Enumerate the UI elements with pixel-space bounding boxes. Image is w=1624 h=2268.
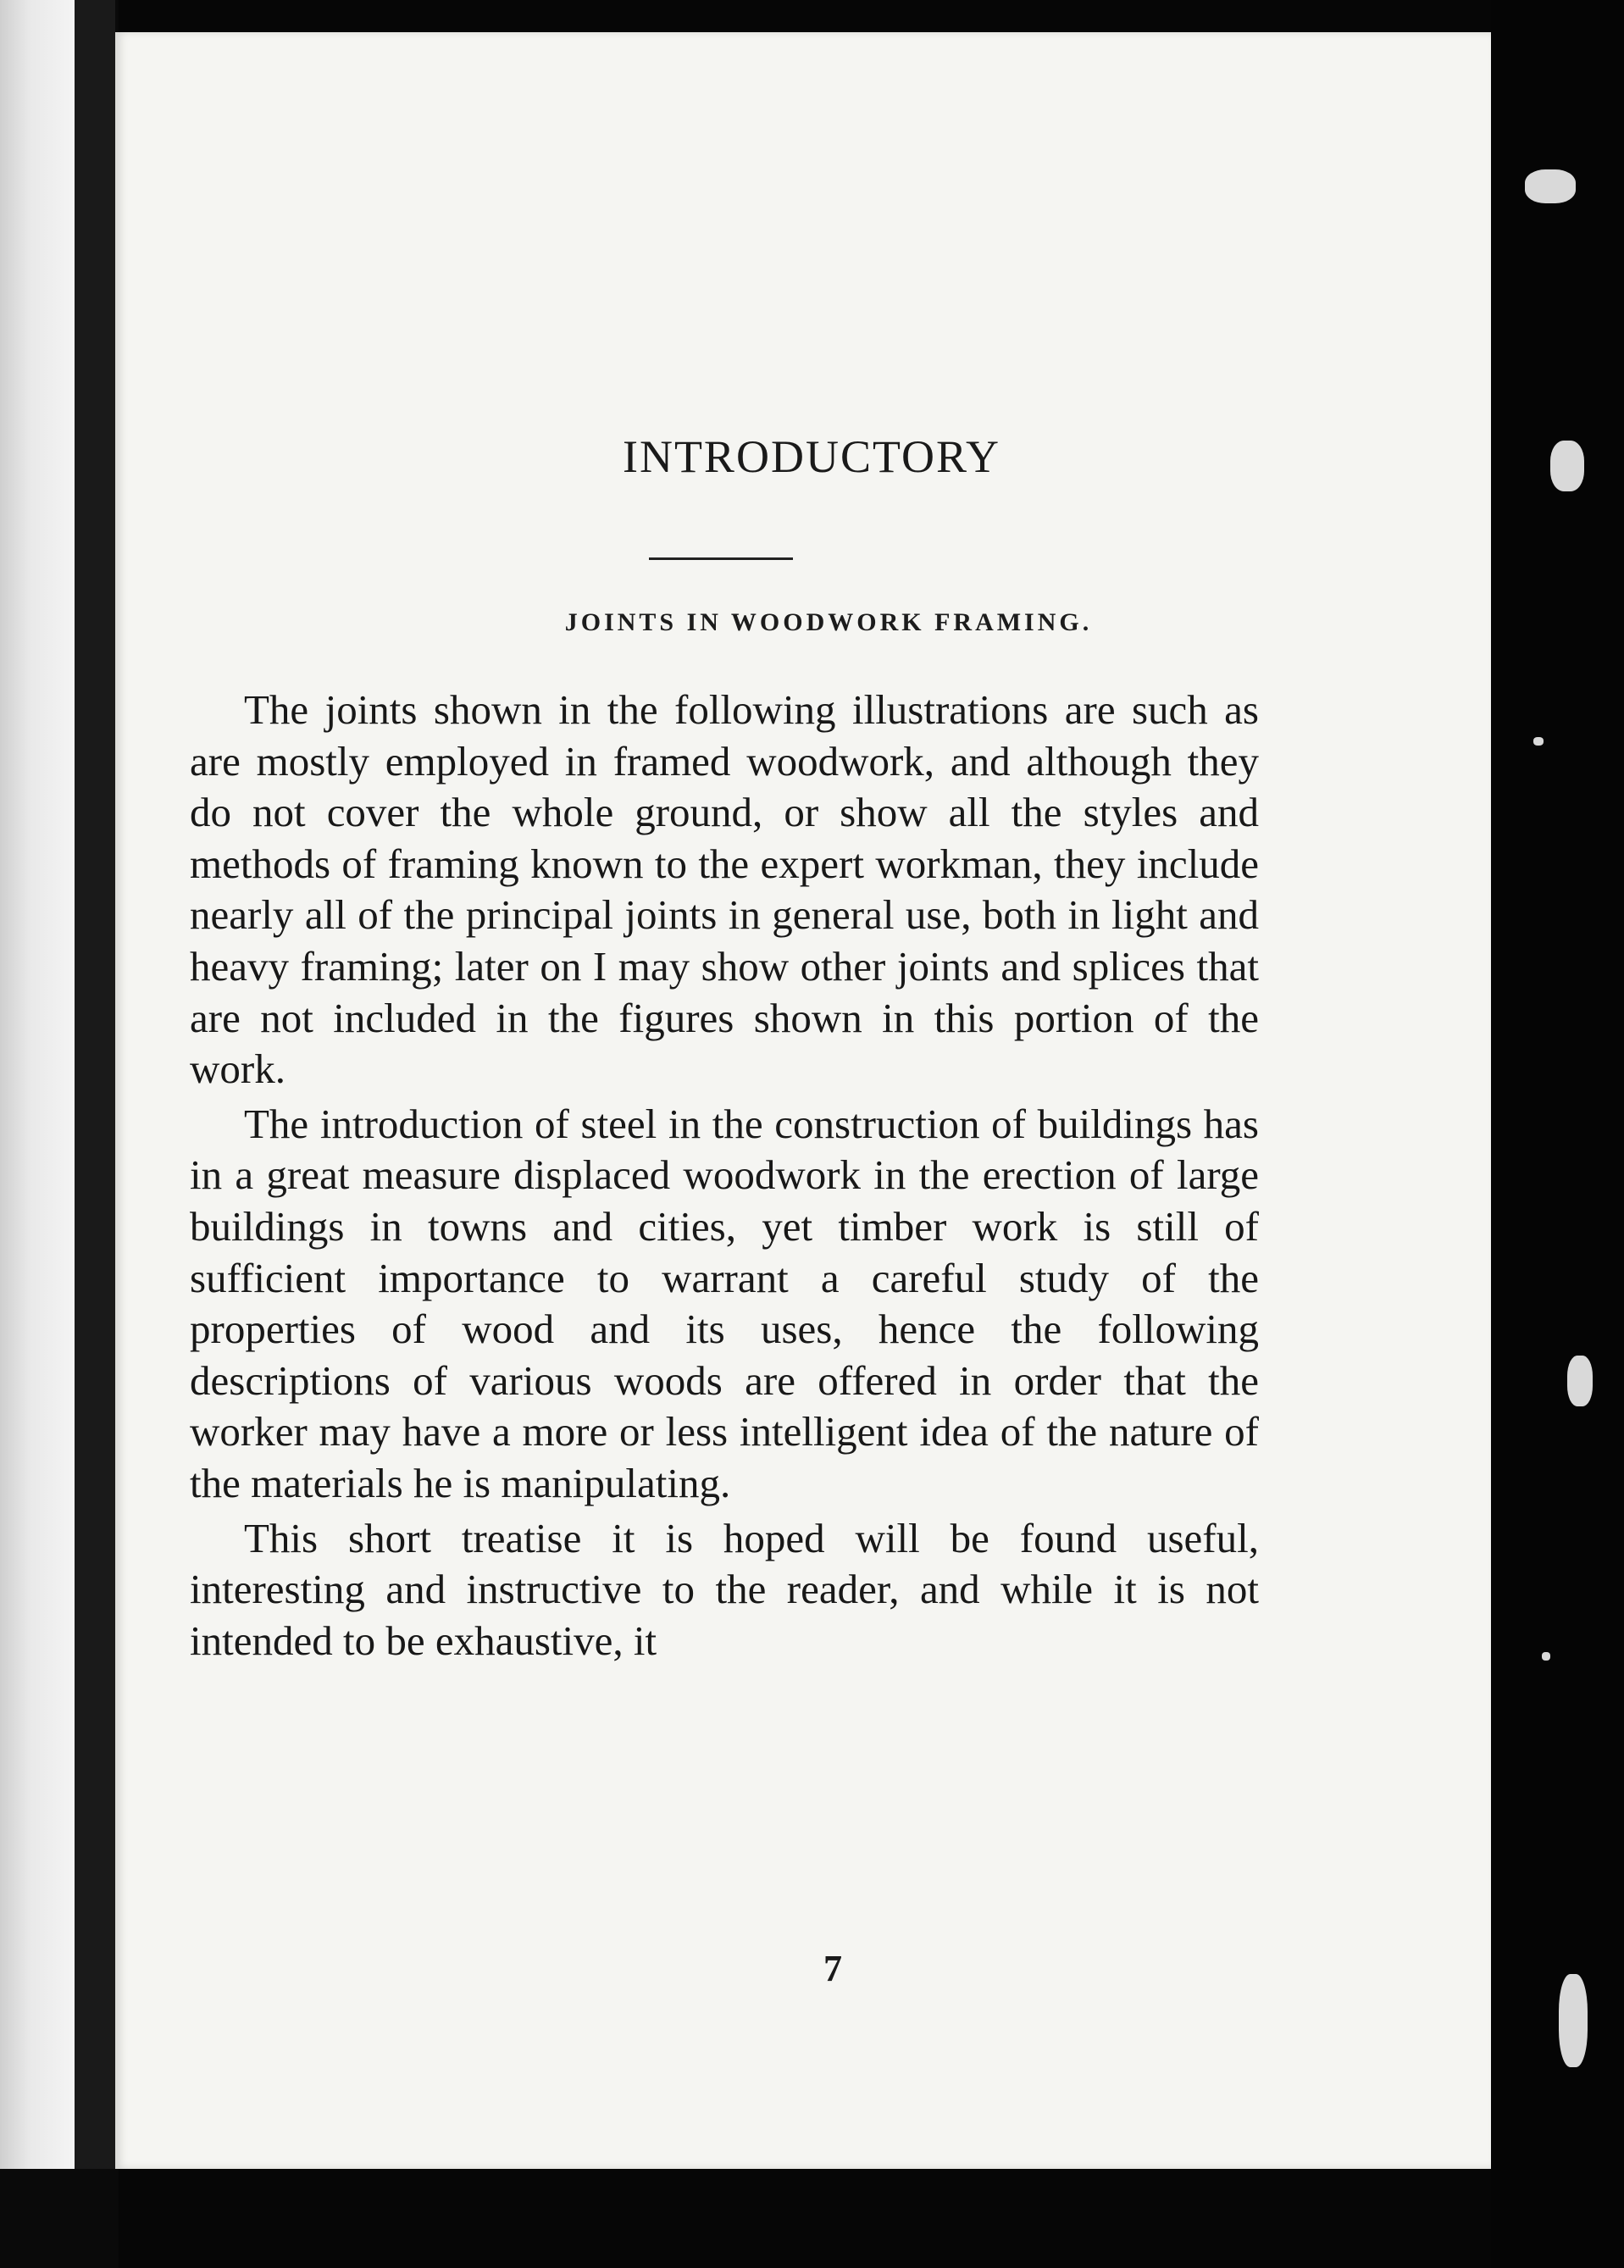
paragraph: The joints shown in the following illustrations are such as are mostly employed in framed woodwork, and although they do not cover the whole ground, or show all the styles and methods of framing known to the expert workman, they include nearly all of the principal joints in general use, both in light and heavy framing; later on I may show other joints and splices that are not included in the figures shown in this portion of the work. — [190, 686, 1259, 1093]
page-number: 7 — [823, 1948, 842, 1989]
paragraph: The introduction of steel in the construction of buildings has in a great measure displaced woodwork in the erection of large buildings in towns and cities, yet timber work is still of sufficient importance to warrant a careful study of the properties of wood and its uses, hence the following descriptions of various woods are offered in order that the worker may have a more or less intelligent idea of the nature of the materials he is manipulating. — [190, 1100, 1259, 1506]
dust-speck — [1567, 1356, 1593, 1406]
dust-speck — [1525, 169, 1576, 203]
paragraph: This short treatise it is hoped will be found useful, interesting and instructive to the reader, and while it is not intended to be exhaustive, it — [190, 1514, 1259, 1664]
book-page — [115, 32, 1491, 2169]
page-heading: INTRODUCTORY — [622, 431, 1001, 482]
facing-page-edge — [0, 0, 75, 2169]
dust-speck — [1542, 1652, 1550, 1661]
body-text — [190, 685, 1259, 1670]
scan-background-right — [1491, 0, 1624, 2268]
dust-speck — [1559, 1974, 1588, 2067]
dust-speck — [1533, 737, 1544, 746]
book-gutter — [75, 0, 115, 2169]
dust-speck — [1550, 441, 1584, 491]
heading-rule — [649, 557, 793, 560]
section-subheading: JOINTS IN WOODWORK FRAMING. — [564, 608, 1093, 636]
